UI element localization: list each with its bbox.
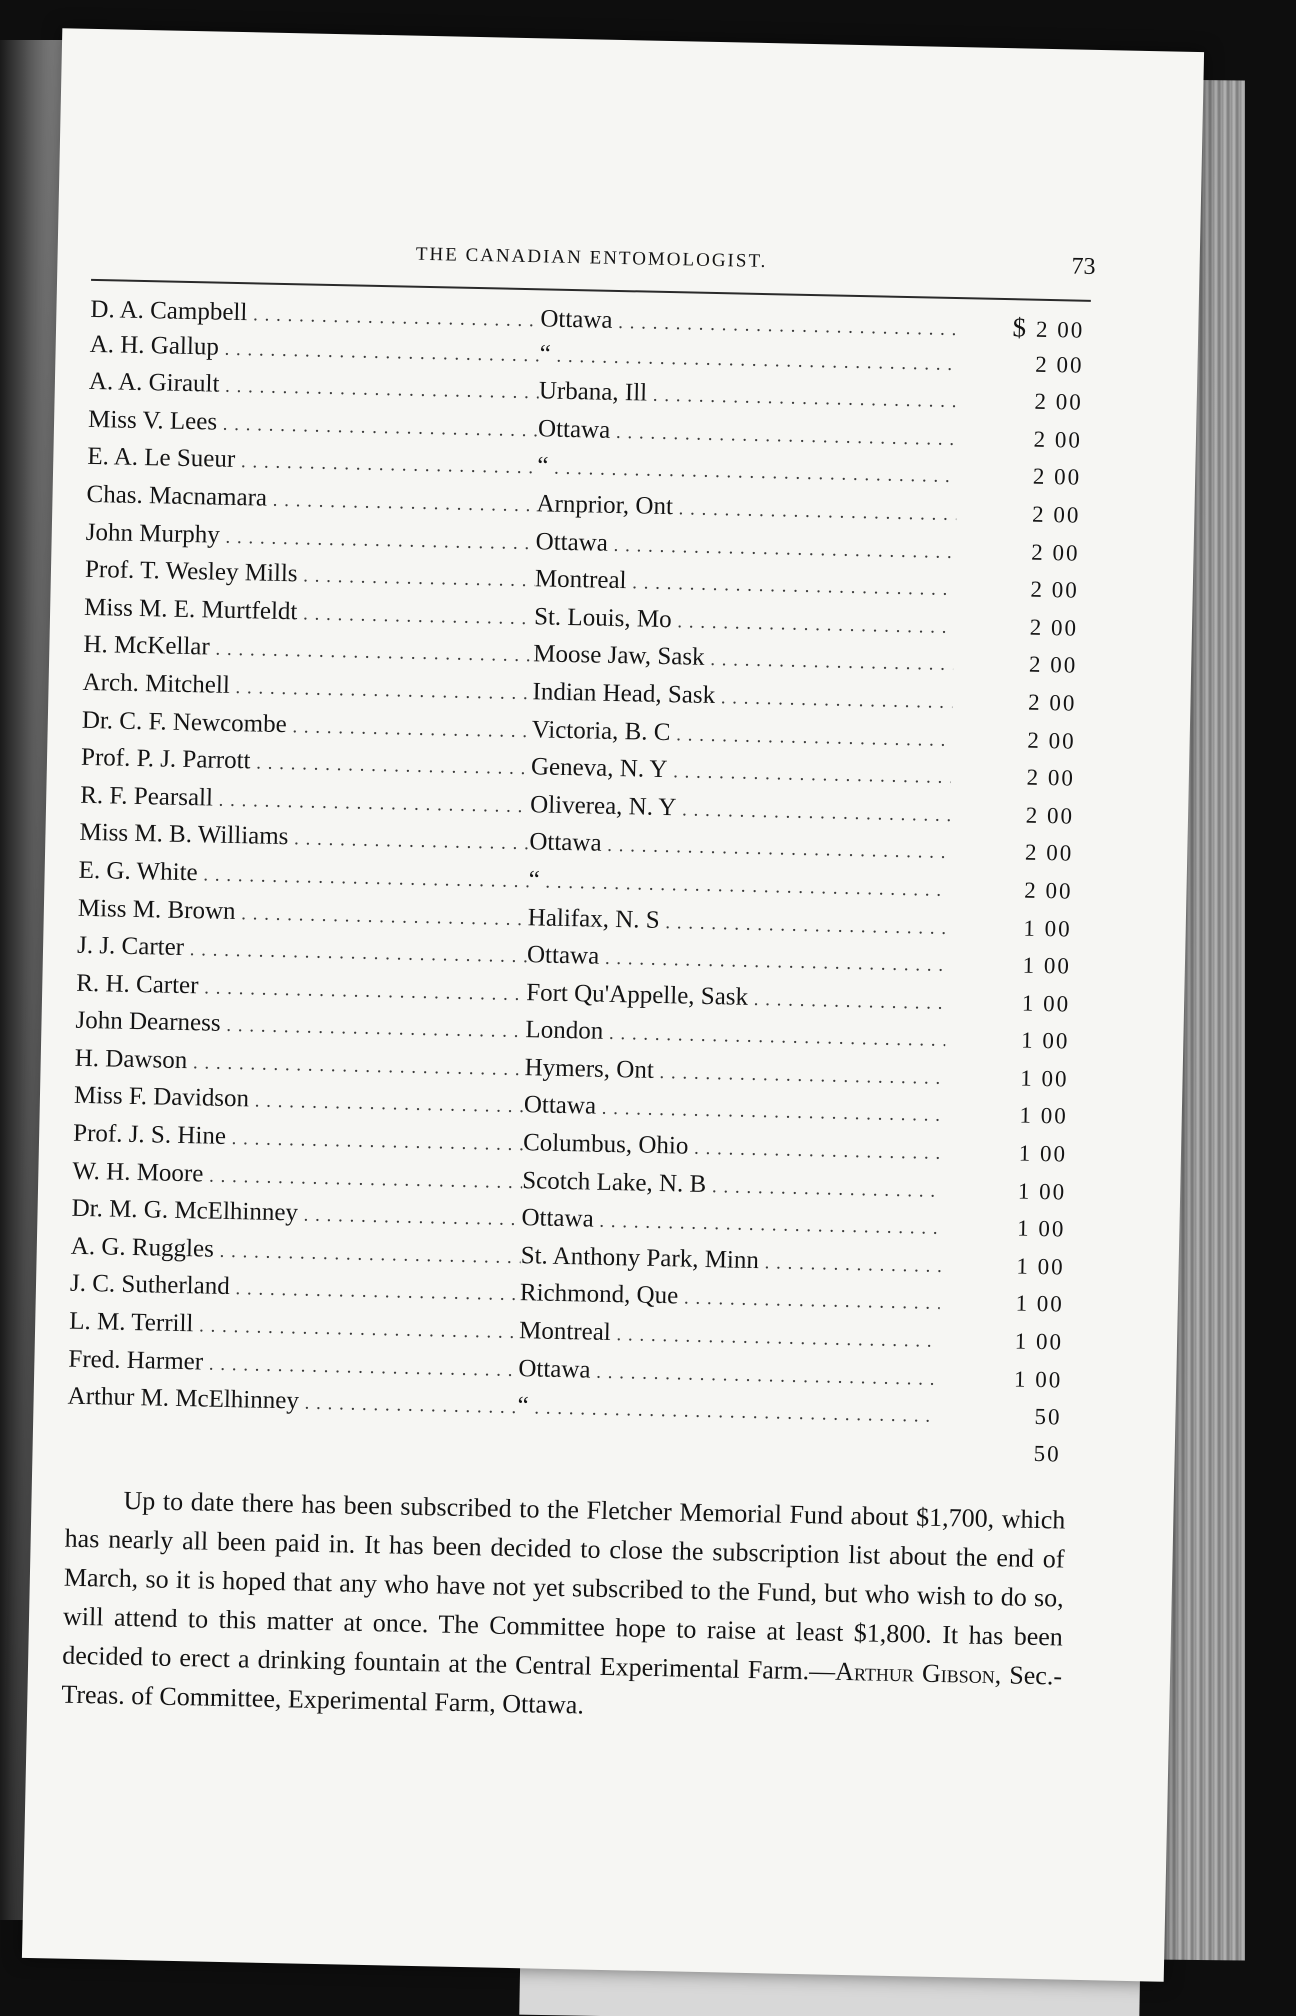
- subscriber-name: Prof. P. J. Parrott . . .: [81, 744, 531, 781]
- subscriber-amount: [953, 650, 1084, 679]
- amount-value: 2 00: [1035, 316, 1085, 343]
- subscriber-name: John Dearness . . .: [75, 1007, 525, 1044]
- subscriber-amount: [938, 1365, 1069, 1394]
- closing-note: [61, 1480, 1066, 1735]
- subscriber-amount: [950, 801, 1081, 830]
- amount-value: 2 00: [1033, 426, 1083, 453]
- page-content: [61, 229, 1096, 1735]
- amount-value: 50: [1034, 1404, 1062, 1430]
- subscriber-name: A. H. Gallup . . .: [89, 330, 539, 367]
- subscriber-amount: [959, 350, 1090, 379]
- subscriber-amount: [947, 913, 1078, 942]
- amount-value: 1 00: [1021, 990, 1071, 1017]
- amount-value: 1 00: [1013, 1366, 1063, 1393]
- subscriber-name: H. Dawson . . .: [74, 1045, 524, 1082]
- subscriber-name: H. McKellar . . .: [83, 631, 533, 668]
- subscriber-amount: [955, 575, 1086, 604]
- subscriber-amount: [939, 1327, 1070, 1356]
- subscriber-amount: [955, 538, 1086, 567]
- amount-value: 1 00: [1023, 915, 1072, 942]
- running-title: THE CANADIAN ENTOMOLOGIST.: [415, 243, 768, 273]
- subscriber-name: Miss M. Brown . . .: [78, 894, 528, 931]
- subscriber-amount: [947, 951, 1078, 980]
- subscriber-name: A. A. Girault . . .: [89, 368, 539, 405]
- subscriber-name: Dr. C. F. Newcombe . . .: [82, 706, 532, 743]
- amount-value: 2 00: [1034, 388, 1083, 415]
- subscriber-place: Moose Jaw, Sask . . .: [533, 641, 953, 678]
- amount-value: 1 00: [1016, 1253, 1065, 1280]
- subscriber-place: Indian Head, Sask . . .: [532, 678, 952, 715]
- amount-value: 1 00: [1022, 952, 1072, 979]
- subscriber-name: A. G. Ruggles . . .: [71, 1233, 521, 1270]
- subscriber-place: Ottawa . . .: [527, 941, 947, 978]
- subscriber-amount: [944, 1064, 1075, 1093]
- subscriber-place: Victoria, B. C . . .: [531, 716, 951, 753]
- subscriber-amount: [937, 1402, 1068, 1431]
- book-page: [22, 28, 1204, 1981]
- subscriber-place: Ottawa . . .: [540, 305, 960, 342]
- subscriber-place: Ottawa . . .: [538, 415, 958, 452]
- subscriber-amount: [940, 1289, 1071, 1318]
- subscriber-name: E. A. Le Sueur . . .: [87, 443, 537, 480]
- subscriber-name: D. A. Campbell . . .: [90, 296, 540, 333]
- amount-value: 1 00: [1016, 1215, 1066, 1242]
- subscriber-place: Oliverea, N. Y . . .: [530, 791, 950, 828]
- running-head: [91, 229, 1096, 302]
- closing-note-text: Up to date there has been subscribed to the Fletcher Memorial Fund about $1,700, which has nearly all been paid in. It has been decided to close the subscription list about the end of March, so it is hoped that any who have not yet subscribed to the Fund, but who wish to do so, will attend to this matter at once. The Committee hope to raise at least $1,800. It has been decided to erect a drinking fountain at the Central Experimental Farm.—: [61, 1486, 1066, 1687]
- amount-value: 2 00: [1025, 802, 1075, 829]
- amount-value: 2 00: [1026, 764, 1076, 791]
- amount-value: 2 00: [1027, 727, 1076, 754]
- subscriber-place: “ . . .: [517, 1392, 937, 1429]
- subscriber-place: Arnprior, Ont . . .: [536, 490, 956, 527]
- subscriber-list: [67, 293, 1090, 1442]
- subscriber-name: Dr. M. G. McElhinney . . .: [71, 1195, 521, 1232]
- subscriber-name: J. J. Carter . . .: [77, 932, 527, 969]
- subscriber-amount: [943, 1139, 1074, 1168]
- subscriber-name: L. M. Terrill . . .: [69, 1308, 519, 1345]
- subscriber-name: Prof. T. Wesley Mills . . .: [85, 556, 535, 593]
- subscriber-place: “ . . .: [537, 453, 957, 490]
- page-number: 73: [1071, 253, 1096, 280]
- subscriber-name: J. C. Sutherland . . .: [70, 1270, 520, 1307]
- subscriber-place: “ . . .: [528, 866, 948, 903]
- amount-value: 2 00: [1027, 689, 1077, 716]
- amount-value: 1 00: [1018, 1140, 1068, 1167]
- subscriber-amount: [946, 989, 1077, 1018]
- amount-value: 1 00: [1019, 1103, 1069, 1130]
- subscriber-amount: [941, 1214, 1072, 1243]
- subscriber-place: Ottawa . . .: [518, 1355, 938, 1392]
- subscriber-place: London . . .: [525, 1016, 945, 1053]
- signature-name: Arthur Gibson: [834, 1657, 996, 1690]
- amount-value: 1 00: [1020, 1027, 1070, 1054]
- subscriber-name: Arch. Mitchell . . .: [82, 669, 532, 706]
- amount-value: 1 00: [1014, 1328, 1064, 1355]
- subscriber-place: Geneva, N. Y . . .: [531, 753, 951, 790]
- subscriber-name: Fred. Harmer . . .: [68, 1345, 518, 1382]
- subscriber-amount: [940, 1252, 1071, 1281]
- extra-amount: 50: [1033, 1440, 1061, 1467]
- subscriber-amount: [958, 425, 1089, 454]
- amount-value: 1 00: [1017, 1178, 1067, 1205]
- subscriber-place: Richmond, Que . . .: [520, 1280, 940, 1317]
- subscriber-name: Arthur M. McElhinney . . .: [67, 1383, 517, 1420]
- amount-value: 2 00: [1028, 651, 1078, 678]
- subscriber-place: Urbana, Ill . . .: [539, 378, 959, 415]
- subscriber-place: Columbus, Ohio . . .: [523, 1129, 943, 1166]
- subscriber-amount: [957, 462, 1088, 491]
- subscriber-place: St. Anthony Park, Minn . . .: [520, 1242, 940, 1279]
- amount-value: 2 00: [1032, 464, 1082, 491]
- subscriber-place: Ottawa . . .: [521, 1204, 941, 1241]
- subscriber-name: Miss F. Davidson . . .: [74, 1082, 524, 1119]
- subscriber-name: E. G. White . . .: [78, 857, 528, 894]
- subscriber-amount: [948, 876, 1079, 905]
- subscriber-place: Halifax, N. S . . .: [528, 904, 948, 941]
- subscriber-place: Ottawa . . .: [529, 829, 949, 866]
- subscriber-place: Fort Qu'Appelle, Sask . . .: [526, 979, 946, 1016]
- amount-value: 2 00: [1031, 501, 1081, 528]
- amount-value: 2 00: [1035, 351, 1084, 378]
- subscriber-place: Scotch Lake, N. B . . .: [522, 1167, 942, 1204]
- subscriber-amount: [949, 838, 1080, 867]
- subscriber-name: R. H. Carter . . .: [76, 969, 526, 1006]
- subscriber-amount: [944, 1101, 1075, 1130]
- subscriber-amount: [945, 1026, 1076, 1055]
- subscriber-place: Montreal . . .: [519, 1317, 939, 1354]
- amount-value: 2 00: [1024, 839, 1074, 866]
- subscriber-amount: [958, 387, 1089, 416]
- subscriber-name: Prof. J. S. Hine . . .: [73, 1120, 523, 1157]
- subscriber-amount: [951, 726, 1082, 755]
- subscriber-place: Ottawa . . .: [524, 1092, 944, 1129]
- subscriber-place: “ . . .: [539, 340, 959, 377]
- subscriber-amount: [951, 763, 1082, 792]
- subscriber-name: Miss M. B. Williams . . .: [79, 819, 529, 856]
- amount-value: 2 00: [1031, 539, 1080, 566]
- amount-value: 1 00: [1015, 1290, 1065, 1317]
- signature-rest: , Sec.-Treas. of Committee, Experimental Farm, Ottawa.: [61, 1660, 1063, 1720]
- subscriber-place: St. Louis, Mo . . .: [534, 603, 954, 640]
- subscriber-amount: [954, 613, 1085, 642]
- subscriber-name: Chas. Macnamara . . .: [86, 481, 536, 518]
- subscriber-name: R. F. Pearsall . . .: [80, 782, 530, 819]
- amount-value: 1 00: [1020, 1065, 1069, 1092]
- subscriber-place: Hymers, Ont . . .: [524, 1054, 944, 1091]
- subscriber-amount: [956, 500, 1087, 529]
- subscriber-place: Montreal . . .: [535, 565, 955, 602]
- subscriber-name: Miss M. E. Murtfeldt . . .: [84, 594, 534, 631]
- subscriber-name: W. H. Moore . . .: [72, 1157, 522, 1194]
- subscriber-amount: [960, 311, 1091, 345]
- subscriber-name: Miss V. Lees . . .: [88, 406, 538, 443]
- subscriber-place: Ottawa . . .: [535, 528, 955, 565]
- subscriber-name: John Murphy . . .: [85, 518, 535, 555]
- subscriber-amount: [942, 1177, 1073, 1206]
- amount-value: 2 00: [1029, 614, 1079, 641]
- currency-symbol: $: [1012, 312, 1029, 343]
- subscriber-amount: [952, 688, 1083, 717]
- amount-value: 2 00: [1030, 576, 1080, 603]
- amount-value: 2 00: [1023, 877, 1073, 904]
